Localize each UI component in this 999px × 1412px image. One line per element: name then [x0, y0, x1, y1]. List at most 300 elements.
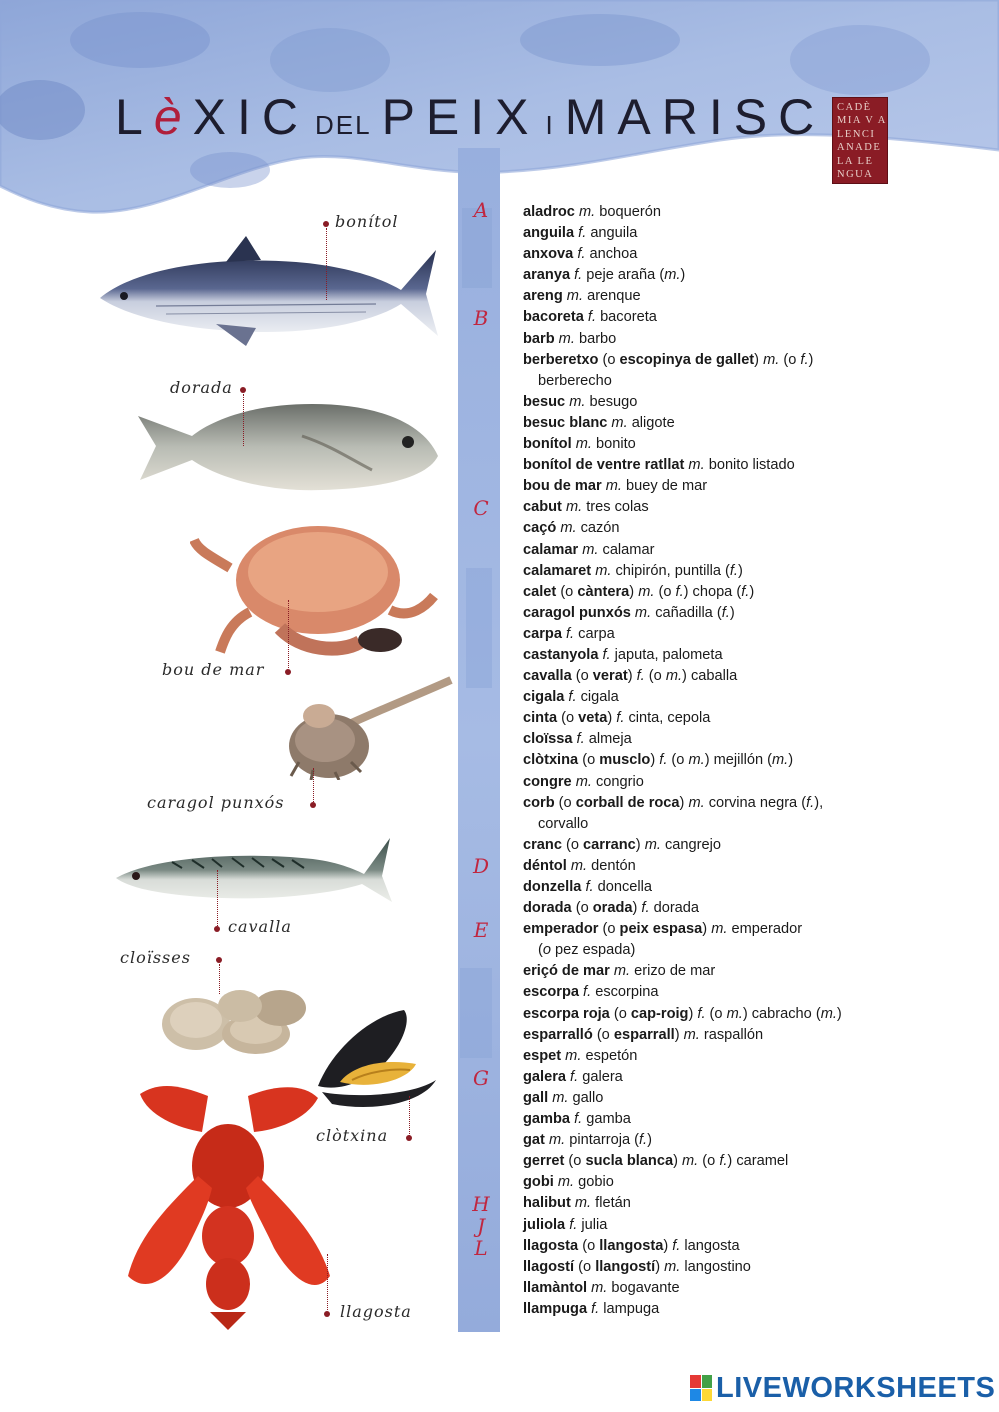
logo-line: LA LE	[837, 155, 874, 167]
entry-gender: m.	[566, 857, 588, 874]
entry-translation: )	[655, 1258, 665, 1275]
entry-term: gobi	[523, 1174, 554, 1191]
entry-term: barb	[523, 330, 555, 347]
glossary-entry	[523, 603, 963, 624]
entry-term: bacoreta	[523, 309, 584, 326]
letter-marker-d: D	[472, 854, 490, 878]
entry-gender: f.	[583, 309, 597, 326]
entry-term: castanyola	[523, 646, 599, 663]
glossary-entry	[523, 434, 963, 455]
entry-term: aladroc	[523, 204, 575, 220]
label-marker-dot	[240, 387, 246, 393]
entry-gender: f.	[636, 668, 645, 685]
glossary-entry	[523, 1046, 963, 1067]
brand-logo-icon	[690, 1375, 712, 1401]
glossary-list	[523, 202, 963, 1320]
glossary-entry	[523, 1172, 963, 1193]
entry-gender: m.	[609, 963, 631, 980]
entry-gender: m.	[554, 330, 575, 347]
label-marker-dot	[285, 669, 291, 675]
entry-term: cigala	[523, 689, 565, 706]
entry-gender: f.	[573, 246, 586, 263]
entry-gender: m.	[562, 288, 584, 305]
glossary-entry	[523, 708, 963, 729]
entry-translation: (o	[667, 752, 689, 769]
entry-term: besuc	[523, 393, 566, 410]
entry-term: caragol punxós	[523, 604, 631, 621]
entry-translation: )	[749, 583, 755, 600]
entry-translation: )	[808, 351, 814, 368]
entry-gender: m.	[601, 478, 622, 495]
entry-translation: (o	[698, 1153, 720, 1170]
entry-translation: (o	[779, 351, 801, 368]
entry-translation: corvina negra (	[704, 794, 807, 811]
entry-gender: f.	[581, 879, 594, 895]
entry-translation: )	[674, 1026, 684, 1043]
entry-term: gall	[523, 1089, 549, 1106]
entry-translation: escorpina	[591, 984, 659, 1001]
entry-translation: anguila	[586, 225, 638, 242]
entry-term: llamàntol	[523, 1279, 588, 1296]
label-leader-line	[409, 1096, 410, 1136]
entry-translation: langosta	[680, 1237, 740, 1254]
entry-term: caçó	[523, 520, 557, 537]
logo-line: CADÈ	[837, 102, 872, 113]
entry-translation: barbo	[574, 330, 617, 347]
entry-term: dorada	[523, 900, 572, 917]
label-leader-line	[313, 768, 314, 802]
title-word-del: DEL	[314, 110, 372, 140]
entry-translation: bonito	[591, 436, 636, 453]
entry-translation: congrio	[591, 773, 644, 790]
glossary-entry	[523, 561, 963, 582]
entry-gender: m.	[664, 267, 681, 284]
entry-translation: (o	[705, 1005, 727, 1022]
entry-term: déntol	[523, 857, 567, 874]
entry-gender: f.	[675, 583, 684, 600]
entry-term: escorpa roja	[523, 1005, 610, 1022]
entry-translation: )	[607, 710, 617, 727]
glossary-entry	[523, 940, 963, 961]
entry-translation: (o	[554, 794, 576, 811]
entry-translation: almeja	[584, 731, 632, 748]
entry-translation: buey de mar	[621, 478, 708, 495]
entry-gender: m.	[548, 1089, 569, 1106]
entry-term: llagostí	[523, 1258, 575, 1275]
entry-translation: )	[679, 794, 689, 811]
entry-gender: m.	[711, 921, 728, 938]
entry-translation: )	[632, 900, 642, 917]
entry-term: gamba	[523, 1111, 571, 1128]
entry-translation: boquerón	[595, 204, 661, 220]
entry-term: bonítol	[523, 436, 572, 453]
entry-term: cavalla	[523, 668, 572, 685]
entry-translation: chipirón, puntilla (	[611, 562, 730, 579]
glossary-entry	[523, 1067, 963, 1088]
entry-term: cranc	[523, 836, 562, 853]
glossary-entry	[523, 265, 963, 286]
glossary-entry	[523, 329, 963, 350]
brand-text: LIVEWORKSHEETS	[716, 1371, 996, 1404]
glossary-entry	[523, 350, 963, 371]
entry-gender: f.	[741, 583, 750, 600]
entry-translation: )	[635, 836, 645, 853]
entry-term: escopinya de gallet	[619, 351, 755, 368]
glossary-entry	[523, 1193, 963, 1214]
entry-translation: raspallón	[699, 1026, 764, 1043]
entry-translation: calamar	[598, 541, 655, 558]
letter-marker-h: H	[472, 1192, 490, 1216]
entry-translation: gallo	[568, 1089, 604, 1106]
label-caragol-punxos: caragol punxós	[147, 793, 285, 812]
entry-text: (	[538, 942, 543, 959]
entry-gender: m.	[607, 414, 628, 431]
entry-translation: bacoreta	[596, 309, 657, 326]
glossary-entry	[523, 1004, 963, 1025]
entry-translation: ) caballa	[682, 668, 738, 685]
letter-marker-c: C	[473, 496, 489, 520]
entry-translation: fletán	[591, 1195, 631, 1212]
entry-gender: m.	[578, 541, 599, 558]
glossary-entry	[523, 392, 963, 413]
entry-translation: dentón	[587, 857, 636, 874]
entry-continuation: corvallo	[538, 815, 589, 832]
label-marker-dot	[214, 926, 220, 932]
entry-gender: f.	[570, 267, 583, 284]
entry-term: cap-roig	[630, 1005, 689, 1022]
glossary-entry	[523, 961, 963, 982]
logo-line: ANADE	[837, 142, 882, 154]
glossary-entry	[523, 455, 963, 476]
entry-term: aranya	[523, 267, 571, 284]
entry-gender: m.	[688, 794, 705, 811]
entry-gender: m.	[644, 836, 661, 853]
glossary-entry	[523, 982, 963, 1003]
entry-translation: (o	[557, 710, 579, 727]
glossary-entry	[523, 919, 963, 940]
entry-term: bonítol de ventre ratllat	[523, 457, 685, 474]
label-leader-line	[243, 394, 244, 446]
entry-gender: f.	[574, 225, 587, 242]
letter-marker-e: E	[473, 918, 489, 942]
entry-term: càntera	[577, 583, 630, 600]
entry-translation: peje araña (	[582, 267, 665, 284]
letter-marker-j: J	[476, 1214, 486, 1238]
entry-term: orada	[592, 900, 633, 917]
entry-gender: f.	[672, 1237, 681, 1254]
entry-gender: m.	[664, 1258, 681, 1275]
entry-term: gerret	[523, 1153, 565, 1170]
glossary-entry	[523, 1299, 963, 1320]
entry-term: anguila	[523, 225, 575, 242]
entry-term: llagosta	[523, 1237, 579, 1254]
title-word-peix: PEIX	[381, 89, 540, 145]
entry-term: sucla blanca	[585, 1153, 674, 1170]
entry-gender: m.	[574, 204, 596, 220]
entry-translation: (o	[598, 351, 620, 368]
entry-term: calet	[523, 583, 557, 600]
title-accent-letter: è	[153, 89, 193, 145]
entry-translation: arenque	[583, 288, 641, 305]
entry-translation: tres colas	[582, 499, 649, 516]
entry-translation: ),	[814, 794, 824, 811]
entry-gender: m.	[772, 752, 789, 769]
entry-term: eriçó de mar	[523, 963, 610, 980]
entry-translation: (o	[592, 1026, 614, 1043]
entry-term: calamar	[523, 541, 579, 558]
glossary-entry	[523, 476, 963, 497]
entry-term: llampuga	[523, 1300, 588, 1317]
entry-gender: f.	[598, 646, 611, 663]
entry-translation: gobio	[574, 1174, 614, 1191]
entry-translation: cangrejo	[660, 836, 721, 853]
entry-gender: m.	[591, 562, 612, 579]
glossary-entry	[523, 1257, 963, 1278]
entry-term: juliola	[523, 1216, 566, 1233]
entry-term: anxova	[523, 246, 574, 263]
logo-line: LENCI	[837, 128, 876, 140]
label-dorada: dorada	[170, 378, 233, 397]
entry-translation: )	[702, 921, 712, 938]
entry-translation: ) cabracho (	[742, 1005, 821, 1022]
cavalla-illustration	[112, 832, 394, 908]
glossary-entry	[523, 793, 963, 814]
glossary-entry	[523, 286, 963, 307]
entry-term: corball de roca	[575, 794, 680, 811]
entry-gender: f.	[721, 604, 730, 621]
entry-translation: lampuga	[599, 1300, 660, 1317]
glossary-entry	[523, 244, 963, 265]
entry-translation: )	[737, 562, 743, 579]
glossary-entry	[523, 687, 963, 708]
entry-gender: f.	[566, 1068, 579, 1085]
entry-translation: )	[836, 1005, 842, 1022]
entry-gender: f.	[587, 1300, 600, 1317]
entry-gender: m.	[587, 1279, 608, 1296]
entry-translation: (o	[598, 921, 620, 938]
bonitol-illustration	[96, 228, 442, 348]
entry-translation: pez espada)	[551, 942, 636, 959]
entry-translation: espetón	[581, 1047, 638, 1064]
glossary-entry	[523, 223, 963, 244]
label-cloisses: cloïsses	[120, 948, 191, 967]
entry-translation: )	[650, 752, 660, 769]
letter-marker-g: G	[473, 1066, 489, 1090]
entry-term: espet	[523, 1047, 562, 1064]
entry-translation: )	[680, 267, 686, 284]
entry-gender: f.	[561, 625, 575, 642]
entry-translation: (o	[654, 583, 676, 600]
glossary-entry	[523, 835, 963, 856]
entry-term: donzella	[523, 879, 582, 895]
entry-gender: f.	[638, 1132, 648, 1149]
entry-gender: m.	[682, 1153, 699, 1170]
entry-term: peix espasa	[619, 921, 703, 938]
logo-line: NGUA	[837, 169, 874, 181]
entry-translation: cazón	[576, 520, 620, 537]
label-cavalla: cavalla	[228, 917, 292, 936]
glossary-entry	[523, 1236, 963, 1257]
entry-term: cabut	[523, 499, 562, 516]
glossary-entry	[523, 856, 963, 877]
entry-gender: f.	[572, 731, 585, 748]
entry-translation: langostino	[680, 1258, 751, 1275]
glossary-entry	[523, 898, 963, 919]
label-marker-dot	[324, 1311, 330, 1317]
entry-gender: m.	[556, 520, 577, 537]
title-word-lexic: XIC	[192, 89, 309, 145]
glossary-entry	[523, 1130, 963, 1151]
entry-translation: )	[754, 351, 764, 368]
entry-translation: )	[688, 1005, 698, 1022]
label-llagosta: llagosta	[340, 1302, 412, 1321]
entry-term: halibut	[523, 1195, 571, 1212]
entry-term: veta	[578, 710, 608, 727]
caragol-illustration	[285, 676, 455, 780]
entry-gender: f.	[729, 562, 738, 579]
entry-translation: doncella	[593, 879, 652, 895]
entry-term: clòtxina	[523, 752, 579, 769]
entry-term: emperador	[523, 921, 599, 938]
entry-translation: cigala	[576, 689, 619, 706]
glossary-entry	[523, 729, 963, 750]
label-leader-line	[327, 1254, 328, 1310]
entry-translation: )	[729, 604, 735, 621]
glossary-entry	[523, 540, 963, 561]
entry-translation: (o	[578, 1237, 600, 1254]
entry-term: galera	[523, 1068, 566, 1085]
entry-translation: carpa	[574, 625, 615, 642]
entry-gender: m.	[684, 457, 705, 474]
glossary-entry	[523, 772, 963, 793]
entry-translation: )	[663, 1237, 673, 1254]
entry-gender: f.	[570, 1111, 583, 1128]
glossary-entry	[523, 371, 963, 392]
entry-translation: emperador	[727, 921, 803, 938]
entry-term: corb	[523, 794, 555, 811]
entry-term: calamaret	[523, 562, 592, 579]
entry-gender: m.	[726, 1005, 743, 1022]
entry-gender: f.	[719, 1153, 728, 1170]
label-bou-de-mar: bou de mar	[162, 660, 265, 679]
entry-translation: (o	[571, 900, 593, 917]
entry-translation: (o	[574, 1258, 596, 1275]
entry-translation: cañadilla (	[651, 604, 722, 621]
entry-text: o	[542, 942, 551, 959]
title-word-i: I	[545, 110, 555, 140]
entry-term: llangostí	[595, 1258, 656, 1275]
entry-term: areng	[523, 288, 563, 305]
glossary-entry	[523, 202, 963, 223]
entry-translation: aligote	[627, 414, 675, 431]
entry-gender: m.	[561, 1047, 582, 1064]
glossary-entry	[523, 582, 963, 603]
glossary-entry	[523, 307, 963, 328]
entry-gender: m.	[570, 1195, 592, 1212]
entry-gender: m.	[688, 752, 705, 769]
llagosta-illustration	[118, 1076, 340, 1332]
logo-line: MIA V A	[837, 115, 887, 127]
glossary-entry	[523, 750, 963, 771]
entry-term: cinta	[523, 710, 558, 727]
entry-term: congre	[523, 773, 572, 790]
entry-gender: m.	[553, 1174, 575, 1191]
entry-gender: f.	[659, 752, 668, 769]
glossary-entry	[523, 1088, 963, 1109]
entry-gender: m.	[683, 1026, 700, 1043]
letter-marker-a: A	[473, 198, 489, 222]
label-bonitol: bonítol	[335, 212, 399, 231]
entry-gender: m.	[561, 499, 583, 516]
entry-translation: (o	[556, 583, 578, 600]
glossary-entry	[523, 1109, 963, 1130]
letter-marker-b: B	[473, 306, 489, 330]
label-clotxina: clòtxina	[316, 1126, 389, 1145]
entry-translation: galera	[578, 1068, 623, 1085]
entry-translation: besugo	[585, 393, 638, 410]
entry-gender: f.	[697, 1005, 706, 1022]
entry-gender: m.	[638, 583, 655, 600]
entry-gender: m.	[763, 351, 780, 368]
entry-translation: ) chopa (	[683, 583, 742, 600]
entry-gender: m.	[665, 668, 683, 685]
entry-term: llangosta	[599, 1237, 664, 1254]
glossary-entry	[523, 814, 963, 835]
entry-term: berberetxo	[523, 351, 599, 368]
entry-gender: m.	[565, 393, 586, 410]
entry-translation: )	[788, 752, 794, 769]
glossary-entry	[523, 518, 963, 539]
entry-gender: f.	[578, 984, 592, 1001]
entry-translation: )	[647, 1132, 652, 1149]
entry-translation: bogavante	[607, 1279, 680, 1296]
glossary-entry	[523, 497, 963, 518]
liveworksheets-brand	[690, 1372, 995, 1404]
entry-term: bou de mar	[523, 478, 602, 495]
entry-continuation: berberecho	[538, 372, 612, 389]
label-marker-dot	[310, 802, 316, 808]
entry-term: esparralló	[523, 1026, 593, 1043]
label-marker-dot	[216, 957, 222, 963]
glossary-entry	[523, 624, 963, 645]
letter-marker-l: L	[474, 1236, 488, 1260]
label-marker-dot	[323, 221, 329, 227]
glossary-entry	[523, 877, 963, 898]
entry-translation: julia	[577, 1216, 608, 1233]
entry-translation: japuta, palometa	[610, 646, 723, 663]
entry-gender: f.	[806, 794, 815, 811]
glossary-entry	[523, 666, 963, 687]
entry-gender: f.	[565, 1216, 578, 1233]
entry-translation: gamba	[582, 1111, 631, 1128]
title-letter: L	[115, 89, 154, 145]
entry-term: gat	[523, 1132, 545, 1149]
entry-gender: f.	[641, 900, 650, 917]
cloisses-illustration	[160, 986, 310, 1056]
entry-translation: )	[627, 668, 637, 685]
dorada-illustration	[132, 390, 442, 498]
entry-translation: cinta, cepola	[624, 710, 711, 727]
entry-translation: ) mejillón (	[704, 752, 772, 769]
entry-gender: f.	[564, 689, 577, 706]
entry-translation: (o	[571, 668, 593, 685]
entry-term: carpa	[523, 625, 562, 642]
entry-term: carranc	[583, 836, 636, 853]
entry-translation: pintarroja (	[565, 1132, 639, 1149]
entry-term: besuc blanc	[523, 414, 608, 431]
entry-translation: bonito listado	[704, 457, 795, 474]
entry-gender: f.	[616, 710, 625, 727]
